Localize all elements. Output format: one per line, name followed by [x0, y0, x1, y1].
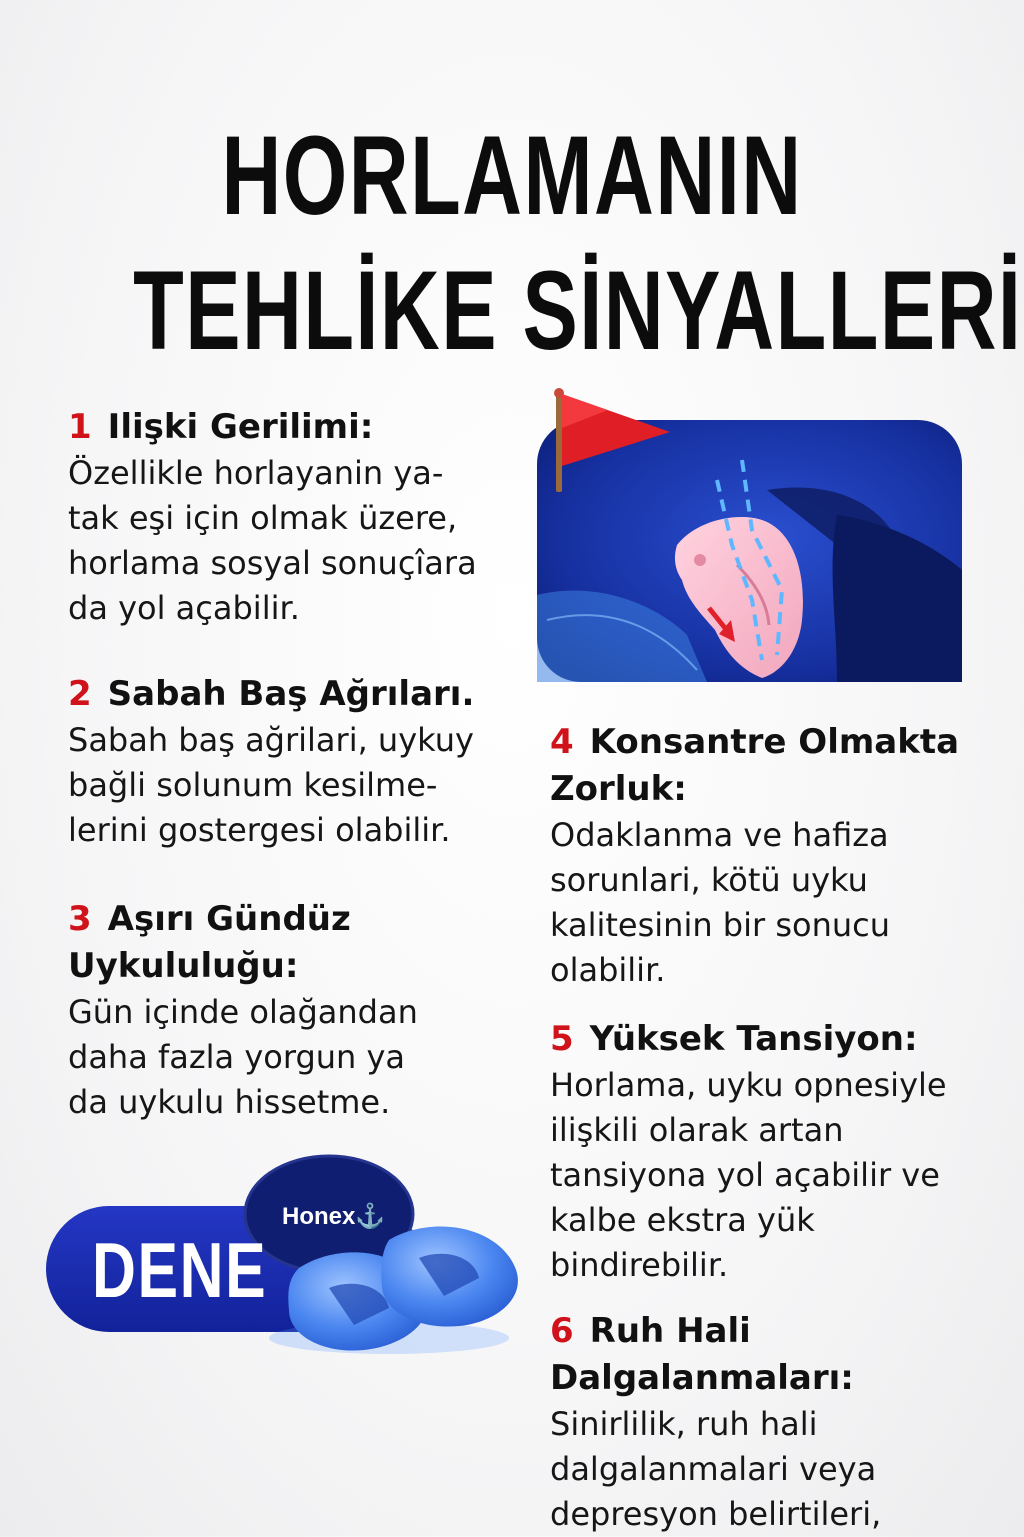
description-line: Horlama, uyku opnesiyle — [550, 1066, 947, 1104]
description-line: Özellikle horlayanin ya- — [68, 454, 444, 492]
danger-sign-item-2 — [68, 671, 508, 853]
description-line: kalitesinin bir sonucu — [550, 906, 890, 944]
description-line: olabilir. — [550, 951, 666, 989]
danger-sign-item-3 — [68, 896, 508, 1125]
brand-logo — [282, 1202, 385, 1231]
item-heading-text: Sabah Baş Ağrıları. — [107, 674, 475, 714]
item-heading — [68, 896, 508, 943]
brand-name: Honex — [282, 1203, 356, 1230]
item-heading-text: Konsantre Olmakta — [589, 722, 960, 762]
page-title-line-2: TEHLİKE SİNYALLERİ — [133, 248, 1023, 373]
danger-sign-item-6 — [550, 1308, 990, 1537]
item-description — [68, 990, 508, 1125]
description-line: bağli solunum kesilme- — [68, 766, 438, 804]
item-description — [550, 813, 990, 993]
danger-sign-item-4 — [550, 719, 990, 993]
item-heading — [550, 1016, 990, 1063]
item-heading-text: Ruh Hali — [589, 1311, 751, 1351]
item-heading-line-2: Uykululuğu: — [68, 946, 299, 986]
description-line: daha fazla yorgun ya — [68, 1038, 406, 1076]
description-line: depresyon belirtileri, — [550, 1495, 882, 1533]
description-line: Sinirlilik, ruh hali — [550, 1405, 818, 1443]
item-number: 5 — [550, 1019, 574, 1059]
item-heading-line-2: Dalgalanmaları: — [550, 1358, 854, 1398]
description-line: bindirebilir. — [550, 1246, 729, 1284]
description-line: Odaklanma ve hafiza — [550, 816, 889, 854]
description-line: tansiyona yol açabilir ve — [550, 1156, 940, 1194]
description-line: lerini gostergesi olabilir. — [68, 811, 451, 849]
description-line: dalgalanmalari veya — [550, 1450, 877, 1488]
description-line: da uykulu hissetme. — [68, 1083, 391, 1121]
anchor-icon: ⚓ — [355, 1203, 386, 1230]
item-number: 1 — [68, 407, 92, 447]
page-title-line-1: HORLAMANIN — [221, 113, 803, 238]
description-line: Gün içinde olağandan — [68, 993, 418, 1031]
item-description — [550, 1063, 990, 1288]
item-description — [68, 451, 508, 631]
item-heading — [550, 719, 990, 766]
item-heading-text: Aşırı Gündüz — [107, 899, 351, 939]
description-line: tak eşi için olmak üzere, — [68, 499, 458, 537]
red-flag-icon — [548, 388, 678, 498]
danger-sign-item-5 — [550, 1016, 990, 1288]
description-line: sorunlari, kötü uyku — [550, 861, 868, 899]
description-line: da yol açabilir. — [68, 589, 300, 627]
item-heading-text: Yüksek Tansiyon: — [589, 1019, 918, 1059]
description-line: horlama sosyal sonuçîara — [68, 544, 477, 582]
item-heading — [550, 1308, 990, 1355]
item-heading-line-2: Zorluk: — [550, 769, 687, 809]
item-number: 2 — [68, 674, 92, 714]
description-line: ilişkili olarak artan — [550, 1111, 844, 1149]
item-number: 4 — [550, 722, 574, 762]
description-line: Sabah baş ağrilari, uykuy — [68, 721, 474, 759]
item-heading-text: Ilişki Gerilimi: — [107, 407, 374, 447]
item-number: 3 — [68, 899, 92, 939]
item-number: 6 — [550, 1311, 574, 1351]
description-line: kalbe ekstra yük — [550, 1201, 815, 1239]
dene-button-label[interactable]: DENE — [92, 1226, 268, 1314]
item-description — [550, 1402, 990, 1537]
try-product-cta[interactable] — [44, 1150, 534, 1370]
item-heading — [68, 404, 508, 451]
item-heading — [68, 671, 508, 718]
item-description — [68, 718, 508, 853]
danger-sign-item-1 — [68, 404, 508, 631]
